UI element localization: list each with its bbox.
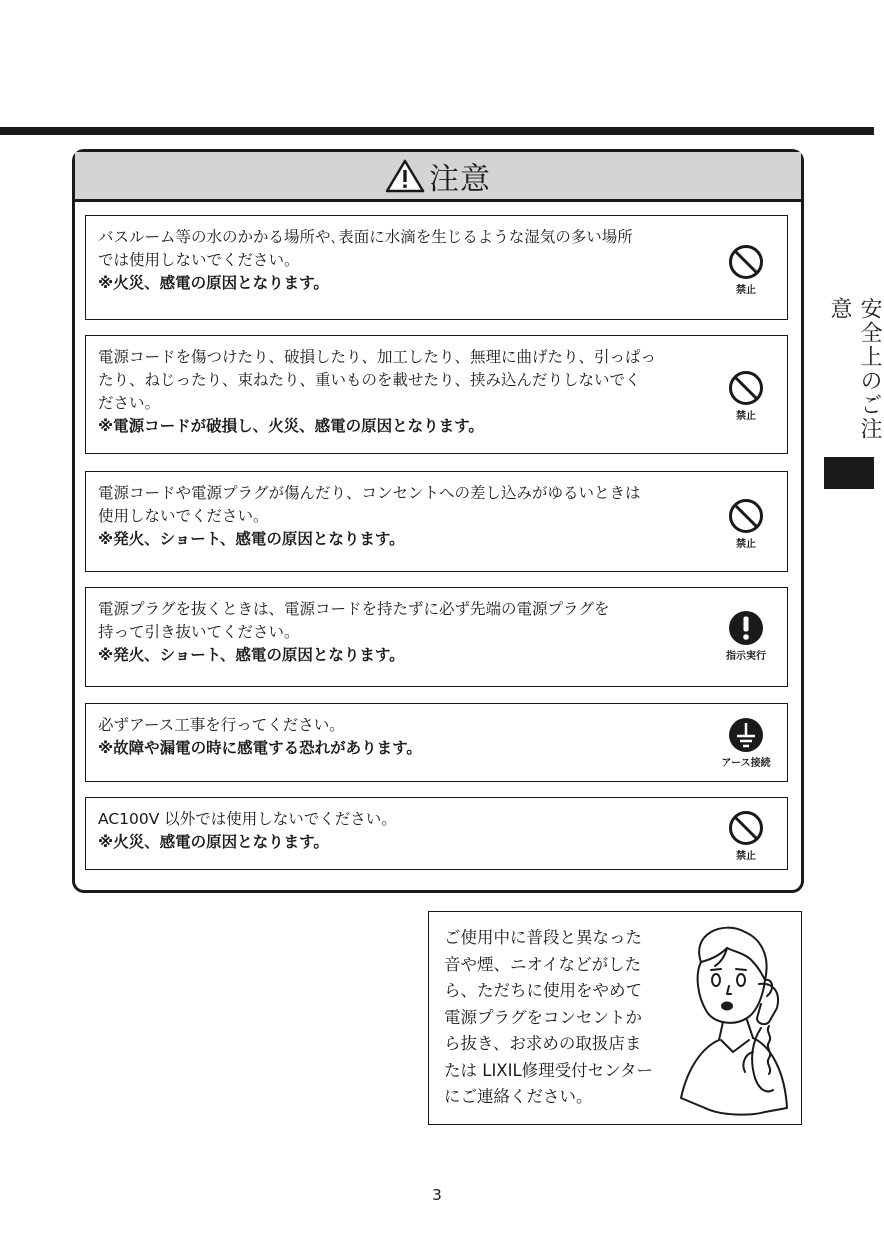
prohibition-icon <box>728 810 764 846</box>
mark-label: 禁止 <box>736 411 756 422</box>
ground-mark <box>715 717 777 769</box>
prohibition-mark <box>715 244 777 296</box>
page-number: 3 <box>432 1186 442 1204</box>
contact-note-box <box>428 911 802 1125</box>
caution-item-text <box>98 714 698 760</box>
prohibition-mark <box>715 498 777 550</box>
prohibition-mark <box>715 810 777 862</box>
prohibition-icon <box>728 370 764 406</box>
caution-header <box>75 152 801 202</box>
item-text-line: たり、ねじったり、束ねたり、重いものを載せたり、挟み込んだりしないでく <box>98 371 641 389</box>
person-on-phone-illustration <box>661 922 793 1118</box>
mark-label: 禁止 <box>736 851 756 862</box>
item-text-line: AC100V 以外では使用しないでください。 <box>98 810 397 828</box>
item-warning: ※発火、ショート、感電の原因となります。 <box>98 530 405 548</box>
side-tab-label: 安全上のご注意 <box>827 297 882 441</box>
caution-item <box>85 215 788 320</box>
caution-item-text <box>98 598 698 667</box>
mark-label: 禁止 <box>736 285 756 296</box>
item-text-line: 電源コードや電源プラグが傷んだり、コンセントへの差し込みがゆるいときは <box>98 484 641 502</box>
item-text-line: ださい。 <box>98 394 161 412</box>
mark-label: 禁止 <box>736 539 756 550</box>
instruction-mark <box>715 610 777 662</box>
prohibition-icon <box>728 244 764 280</box>
caution-title: 注意 <box>429 161 491 197</box>
item-warning: ※故障や漏電の時に感電する恐れがあります。 <box>98 739 422 757</box>
item-warning: ※発火、ショート、感電の原因となります。 <box>98 646 405 664</box>
item-text-line: では使用しないでください。 <box>98 251 300 269</box>
item-text-line: 持って引き抜いてください。 <box>98 623 300 641</box>
caution-item-text <box>98 226 698 295</box>
item-text-line: 必ずアース工事を行ってください。 <box>98 716 345 734</box>
prohibition-mark <box>715 370 777 422</box>
caution-item <box>85 797 788 870</box>
item-text-line: 使用しないでください。 <box>98 507 269 525</box>
caution-item-text <box>98 808 698 854</box>
mark-label: 指示実行 <box>726 651 766 662</box>
ground-icon <box>728 717 764 753</box>
item-warning: ※火災、感電の原因となります。 <box>98 833 329 851</box>
section-side-tab <box>824 297 882 457</box>
caution-item <box>85 587 788 687</box>
caution-panel <box>72 149 804 893</box>
mark-label: アース接続 <box>721 758 771 769</box>
caution-item-text <box>98 346 698 438</box>
item-warning: ※火災、感電の原因となります。 <box>98 274 329 292</box>
warning-triangle-icon <box>385 159 425 193</box>
caution-item <box>85 335 788 454</box>
contact-note-text: ご使用中に普段と異なった 音や煙、ニオイなどがした ら、ただちに使用をやめて 電源プラグをコンセントか ら抜き、お求めの取扱店ま たは LIXIL修理受付センター にご連絡ください。 <box>444 928 654 1106</box>
item-text-line: 電源コードを傷つけたり、破損したり、加工したり、無理に曲げたり、引っぱっ <box>98 348 657 366</box>
caution-item <box>85 703 788 782</box>
caution-item-text <box>98 482 698 551</box>
item-text-line: 電源プラグを抜くときは、電源コードを持たずに必ず先端の電源プラグを <box>98 600 610 618</box>
item-text-line: バスルーム等の水のかかる場所や､表面に水滴を生じるような湿気の多い場所 <box>98 228 633 246</box>
side-tab-marker <box>824 457 874 489</box>
header-rule <box>0 127 874 135</box>
prohibition-icon <box>728 498 764 534</box>
exclamation-icon <box>728 610 764 646</box>
item-warning: ※電源コードが破損し、火災、感電の原因となります。 <box>98 417 484 435</box>
caution-item <box>85 471 788 572</box>
